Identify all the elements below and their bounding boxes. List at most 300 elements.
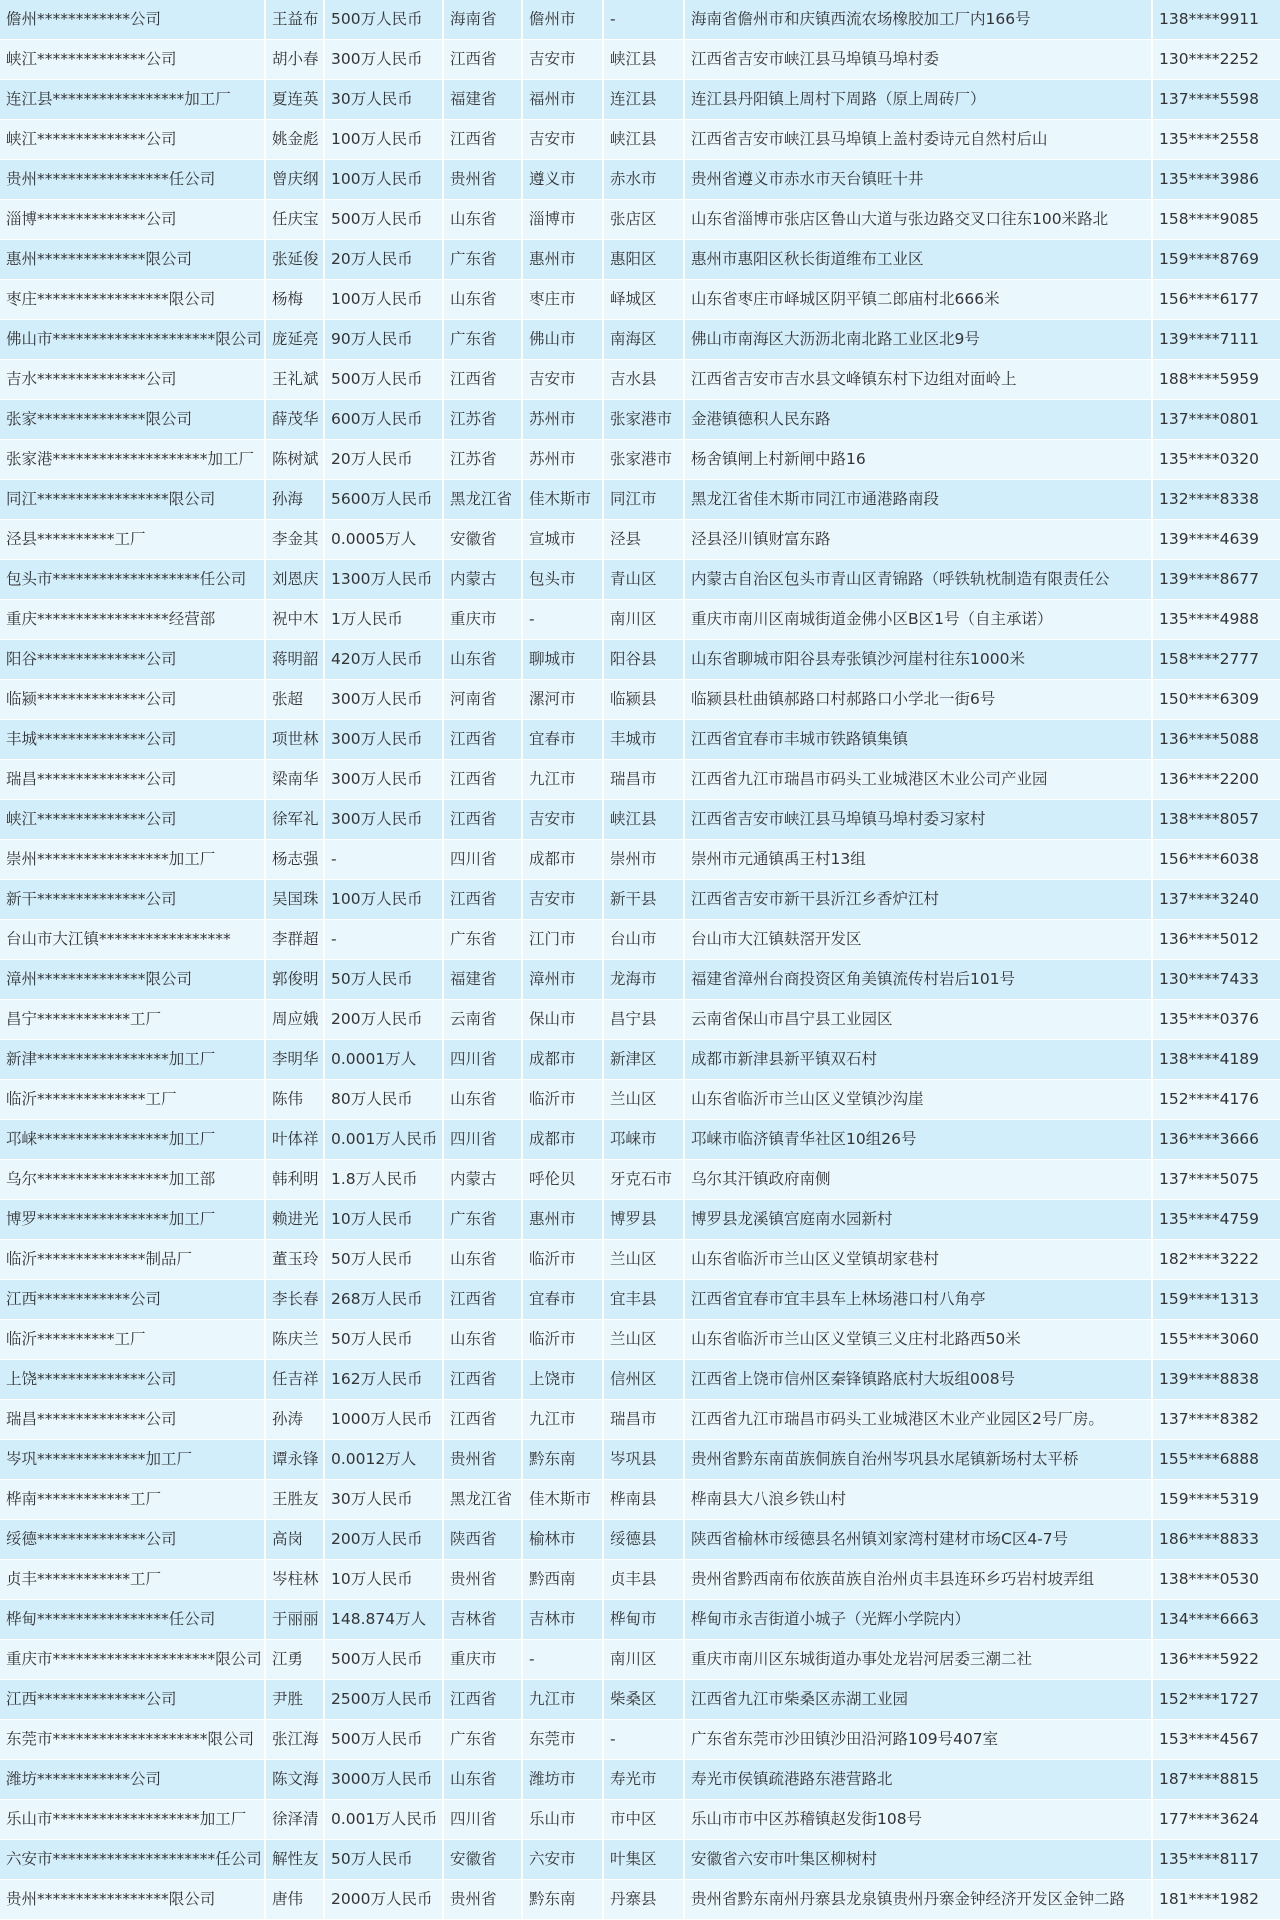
address-cell: 江西省宜春市丰城市铁路镇集镇 — [685, 720, 1153, 759]
province-cell: 江西省 — [444, 1360, 523, 1399]
province-cell: 广东省 — [444, 240, 523, 279]
contact-person-cell: 陈伟 — [266, 1080, 325, 1119]
registered-capital-cell: 1300万人民币 — [325, 560, 444, 599]
city-cell: 惠州市 — [523, 1200, 604, 1239]
address-cell: 临颍县杜曲镇郝路口村郝路口小学北一街6号 — [685, 680, 1153, 719]
address-cell: 江西省吉安市新干县沂江乡香炉江村 — [685, 880, 1153, 919]
contact-person-cell: 梁南华 — [266, 760, 325, 799]
table-row — [0, 560, 1280, 600]
address-cell: 贵州省黔西南布依族苗族自治州贞丰县连环乡巧岩村坡弄组 — [685, 1560, 1153, 1599]
phone-cell: 139****8677 — [1159, 570, 1260, 588]
address-cell: 江西省九江市柴桑区赤湖工业园 — [685, 1680, 1153, 1719]
table-row — [0, 1560, 1280, 1600]
city-cell: 惠州市 — [523, 240, 604, 279]
table-row — [0, 1320, 1280, 1360]
city-cell: 江门市 — [523, 920, 604, 959]
registered-capital-cell: 0.0005万人 — [325, 520, 444, 559]
table-row — [0, 1240, 1280, 1280]
city-cell: 六安市 — [523, 1840, 604, 1879]
address-cell: 黑龙江省佳木斯市同江市通港路南段 — [685, 480, 1153, 519]
city-cell: 苏州市 — [523, 400, 604, 439]
table-row — [0, 200, 1280, 240]
table-row — [0, 1880, 1280, 1920]
contact-person-cell: 蒋明韶 — [266, 640, 325, 679]
registered-capital-cell: 500万人民币 — [325, 1640, 444, 1679]
company-name-cell: 儋州************公司 — [0, 0, 266, 39]
registered-capital-cell: 300万人民币 — [325, 720, 444, 759]
address-cell: 山东省聊城市阳谷县寿张镇沙河崖村往东1000米 — [685, 640, 1153, 679]
company-name-cell: 上饶**************公司 — [0, 1360, 266, 1399]
company-name-cell: 贵州*****************任公司 — [0, 160, 266, 199]
company-name-cell: 枣庄*****************限公司 — [0, 280, 266, 319]
address-cell: 广东省东莞市沙田镇沙田沿河路109号407室 — [685, 1720, 1153, 1759]
contact-person-cell: 江勇 — [266, 1640, 325, 1679]
city-cell: 佳木斯市 — [523, 480, 604, 519]
phone-cell: 130****2252 — [1159, 50, 1260, 68]
phone-cell: 138****9911 — [1159, 10, 1260, 28]
table-row — [0, 280, 1280, 320]
table-row — [0, 1480, 1280, 1520]
province-cell: 江西省 — [444, 800, 523, 839]
contact-person-cell: 姚金彪 — [266, 120, 325, 159]
table-row — [0, 920, 1280, 960]
table-row — [0, 1800, 1280, 1840]
province-cell: 四川省 — [444, 1800, 523, 1839]
table-row — [0, 1000, 1280, 1040]
table-row — [0, 880, 1280, 920]
province-cell: 重庆市 — [444, 600, 523, 639]
phone-cell: 136****5012 — [1159, 930, 1260, 948]
contact-person-cell: 项世林 — [266, 720, 325, 759]
phone-cell: 138****8057 — [1159, 810, 1260, 828]
phone-cell: 135****0320 — [1159, 450, 1260, 468]
registered-capital-cell: 50万人民币 — [325, 1840, 444, 1879]
city-cell: 吉安市 — [523, 360, 604, 399]
phone-cell: 155****6888 — [1159, 1450, 1260, 1468]
company-name-cell: 临沂**************制品厂 — [0, 1240, 266, 1279]
district-cell: 邛崃市 — [604, 1120, 685, 1159]
registered-capital-cell: 2000万人民币 — [325, 1880, 444, 1919]
district-cell: 吉水县 — [604, 360, 685, 399]
contact-person-cell: 庞延亮 — [266, 320, 325, 359]
province-cell: 山东省 — [444, 1080, 523, 1119]
table-row — [0, 1760, 1280, 1800]
company-name-cell: 瑞昌**************公司 — [0, 1400, 266, 1439]
phone-cell: 135****4988 — [1159, 610, 1260, 628]
city-cell: 吉安市 — [523, 120, 604, 159]
district-cell: 宜丰县 — [604, 1280, 685, 1319]
phone-cell: 136****3666 — [1159, 1130, 1260, 1148]
contact-person-cell: 李长春 — [266, 1280, 325, 1319]
contact-person-cell: 张江海 — [266, 1720, 325, 1759]
phone-cell: 159****5319 — [1159, 1490, 1260, 1508]
district-cell: 张家港市 — [604, 440, 685, 479]
contact-person-cell: 赖进光 — [266, 1200, 325, 1239]
phone-cell: 135****0376 — [1159, 1010, 1260, 1028]
city-cell: 儋州市 — [523, 0, 604, 39]
table-row — [0, 1160, 1280, 1200]
table-row — [0, 520, 1280, 560]
address-cell: 山东省临沂市兰山区义堂镇沙沟崖 — [685, 1080, 1153, 1119]
phone-cell: 156****6038 — [1159, 850, 1260, 868]
contact-person-cell: 董玉玲 — [266, 1240, 325, 1279]
address-cell: 杨舍镇闸上村新闸中路16 — [685, 440, 1153, 479]
registered-capital-cell: 90万人民币 — [325, 320, 444, 359]
address-cell: 海南省儋州市和庆镇西流农场橡胶加工厂内166号 — [685, 0, 1153, 39]
contact-person-cell: 陈庆兰 — [266, 1320, 325, 1359]
province-cell: 河南省 — [444, 680, 523, 719]
city-cell: 吉安市 — [523, 880, 604, 919]
phone-cell: 138****0530 — [1159, 1570, 1260, 1588]
district-cell: 瑞昌市 — [604, 1400, 685, 1439]
registered-capital-cell: 500万人民币 — [325, 0, 444, 39]
province-cell: 黑龙江省 — [444, 480, 523, 519]
province-cell: 江西省 — [444, 1400, 523, 1439]
company-name-cell: 佛山市*********************限公司 — [0, 320, 266, 359]
address-cell: 安徽省六安市叶集区柳树村 — [685, 1840, 1153, 1879]
district-cell: 南川区 — [604, 1640, 685, 1679]
table-row — [0, 40, 1280, 80]
company-name-cell: 漳州**************限公司 — [0, 960, 266, 999]
address-cell: 博罗县龙溪镇宫庭南水园新村 — [685, 1200, 1153, 1239]
province-cell: 内蒙古 — [444, 560, 523, 599]
company-name-cell: 张家港********************加工厂 — [0, 440, 266, 479]
province-cell: 贵州省 — [444, 160, 523, 199]
district-cell: 峡江县 — [604, 40, 685, 79]
company-name-cell: 阳谷**************公司 — [0, 640, 266, 679]
phone-cell: 137****5075 — [1159, 1170, 1260, 1188]
address-cell: 桦南县大八浪乡铁山村 — [685, 1480, 1153, 1519]
table-row — [0, 1400, 1280, 1440]
phone-cell: 153****4567 — [1159, 1730, 1260, 1748]
province-cell: 山东省 — [444, 1240, 523, 1279]
city-cell: 枣庄市 — [523, 280, 604, 319]
contact-person-cell: 周应娥 — [266, 1000, 325, 1039]
contact-person-cell: 祝中木 — [266, 600, 325, 639]
city-cell: - — [523, 1640, 604, 1679]
district-cell: 阳谷县 — [604, 640, 685, 679]
registered-capital-cell: 1000万人民币 — [325, 1400, 444, 1439]
registered-capital-cell: 50万人民币 — [325, 1240, 444, 1279]
company-name-cell: 连江县*****************加工厂 — [0, 80, 266, 119]
phone-cell: 135****2558 — [1159, 130, 1260, 148]
district-cell: 丰城市 — [604, 720, 685, 759]
contact-person-cell: 张超 — [266, 680, 325, 719]
district-cell: 南川区 — [604, 600, 685, 639]
address-cell: 贵州省遵义市赤水市天台镇旺十井 — [685, 160, 1153, 199]
contact-person-cell: 李金其 — [266, 520, 325, 559]
registered-capital-cell: 20万人民币 — [325, 240, 444, 279]
phone-cell: 137****3240 — [1159, 890, 1260, 908]
address-cell: 重庆市南川区东城街道办事处龙岩河居委三潮二社 — [685, 1640, 1153, 1679]
contact-person-cell: 曾庆纲 — [266, 160, 325, 199]
phone-cell: 159****1313 — [1159, 1290, 1260, 1308]
province-cell: 江西省 — [444, 760, 523, 799]
address-cell: 邛崃市临济镇青华社区10组26号 — [685, 1120, 1153, 1159]
company-name-cell: 泾县**********工厂 — [0, 520, 266, 559]
address-cell: 江西省上饶市信州区秦锋镇路底村大坂组008号 — [685, 1360, 1153, 1399]
province-cell: 陕西省 — [444, 1520, 523, 1559]
contact-person-cell: 李明华 — [266, 1040, 325, 1079]
city-cell: 上饶市 — [523, 1360, 604, 1399]
company-name-cell: 临沂**************工厂 — [0, 1080, 266, 1119]
contact-person-cell: 王益布 — [266, 0, 325, 39]
registered-capital-cell: 420万人民币 — [325, 640, 444, 679]
registered-capital-cell: 2500万人民币 — [325, 1680, 444, 1719]
city-cell: 吉安市 — [523, 800, 604, 839]
company-name-cell: 峡江**************公司 — [0, 40, 266, 79]
contact-person-cell: 吴国珠 — [266, 880, 325, 919]
contact-person-cell: 李群超 — [266, 920, 325, 959]
province-cell: 四川省 — [444, 1120, 523, 1159]
province-cell: 广东省 — [444, 1200, 523, 1239]
table-row — [0, 1520, 1280, 1560]
city-cell: 潍坊市 — [523, 1760, 604, 1799]
registered-capital-cell: 30万人民币 — [325, 1480, 444, 1519]
province-cell: 江苏省 — [444, 440, 523, 479]
district-cell: 叶集区 — [604, 1840, 685, 1879]
contact-person-cell: 王礼斌 — [266, 360, 325, 399]
city-cell: 成都市 — [523, 1040, 604, 1079]
company-name-cell: 台山市大江镇***************** — [0, 920, 266, 959]
registered-capital-cell: 200万人民币 — [325, 1000, 444, 1039]
company-name-cell: 峡江**************公司 — [0, 800, 266, 839]
address-cell: 佛山市南海区大沥沥北南北路工业区北9号 — [685, 320, 1153, 359]
contact-person-cell: 谭永锋 — [266, 1440, 325, 1479]
registered-capital-cell: 1.8万人民币 — [325, 1160, 444, 1199]
address-cell: 江西省吉安市峡江县马埠镇马埠村委 — [685, 40, 1153, 79]
table-row — [0, 120, 1280, 160]
phone-cell: 158****2777 — [1159, 650, 1260, 668]
registered-capital-cell: 268万人民币 — [325, 1280, 444, 1319]
phone-cell: 132****8338 — [1159, 490, 1260, 508]
company-name-cell: 贵州*****************限公司 — [0, 1880, 266, 1919]
phone-cell: 187****8815 — [1159, 1770, 1260, 1788]
city-cell: 临沂市 — [523, 1320, 604, 1359]
company-name-cell: 桦南************工厂 — [0, 1480, 266, 1519]
company-name-cell: 乌尔*****************加工部 — [0, 1160, 266, 1199]
company-name-cell: 崇州*****************加工厂 — [0, 840, 266, 879]
phone-cell: 136****5922 — [1159, 1650, 1260, 1668]
city-cell: 苏州市 — [523, 440, 604, 479]
registered-capital-cell: 30万人民币 — [325, 80, 444, 119]
district-cell: 新津区 — [604, 1040, 685, 1079]
registered-capital-cell: 5600万人民币 — [325, 480, 444, 519]
city-cell: 佛山市 — [523, 320, 604, 359]
province-cell: 山东省 — [444, 280, 523, 319]
city-cell: 佳木斯市 — [523, 1480, 604, 1519]
city-cell: 成都市 — [523, 840, 604, 879]
district-cell: 峡江县 — [604, 120, 685, 159]
city-cell: 临沂市 — [523, 1080, 604, 1119]
province-cell: 江西省 — [444, 40, 523, 79]
contact-person-cell: 徐军礼 — [266, 800, 325, 839]
contact-person-cell: 陈树斌 — [266, 440, 325, 479]
district-cell: 峄城区 — [604, 280, 685, 319]
registered-capital-cell: 0.0001万人 — [325, 1040, 444, 1079]
company-name-cell: 昌宁************工厂 — [0, 1000, 266, 1039]
contact-person-cell: 刘恩庆 — [266, 560, 325, 599]
contact-person-cell: 岑柱林 — [266, 1560, 325, 1599]
province-cell: 贵州省 — [444, 1560, 523, 1599]
company-name-cell: 淄博**************公司 — [0, 200, 266, 239]
address-cell: 江西省九江市瑞昌市码头工业城港区木业公司产业园 — [685, 760, 1153, 799]
registered-capital-cell: 50万人民币 — [325, 1320, 444, 1359]
registered-capital-cell: 80万人民币 — [325, 1080, 444, 1119]
address-cell: 陕西省榆林市绥德县名州镇刘家湾村建材市场C区4-7号 — [685, 1520, 1153, 1559]
table-row — [0, 1360, 1280, 1400]
contact-person-cell: 王胜友 — [266, 1480, 325, 1519]
district-cell: 同江市 — [604, 480, 685, 519]
company-name-cell: 新津*****************加工厂 — [0, 1040, 266, 1079]
address-cell: 惠州市惠阳区秋长街道维布工业区 — [685, 240, 1153, 279]
company-name-cell: 新干**************公司 — [0, 880, 266, 919]
registered-capital-cell: 300万人民币 — [325, 800, 444, 839]
table-row — [0, 1440, 1280, 1480]
address-cell: 金港镇德积人民东路 — [685, 400, 1153, 439]
phone-cell: 156****6177 — [1159, 290, 1260, 308]
district-cell: 柴桑区 — [604, 1680, 685, 1719]
district-cell: 张家港市 — [604, 400, 685, 439]
company-name-cell: 邛崃*****************加工厂 — [0, 1120, 266, 1159]
province-cell: 贵州省 — [444, 1880, 523, 1919]
address-cell: 江西省吉安市峡江县马埠镇马埠村委习家村 — [685, 800, 1153, 839]
company-name-cell: 张家**************限公司 — [0, 400, 266, 439]
city-cell: 九江市 — [523, 1680, 604, 1719]
province-cell: 广东省 — [444, 320, 523, 359]
province-cell: 江西省 — [444, 880, 523, 919]
province-cell: 广东省 — [444, 920, 523, 959]
district-cell: 信州区 — [604, 1360, 685, 1399]
phone-cell: 186****8833 — [1159, 1530, 1260, 1548]
registered-capital-cell: 0.001万人民币 — [325, 1120, 444, 1159]
district-cell: 桦南县 — [604, 1480, 685, 1519]
province-cell: 广东省 — [444, 1720, 523, 1759]
district-cell: 张店区 — [604, 200, 685, 239]
province-cell: 四川省 — [444, 1040, 523, 1079]
district-cell: 泾县 — [604, 520, 685, 559]
phone-cell: 177****3624 — [1159, 1810, 1260, 1828]
address-cell: 江西省吉安市峡江县马埠镇上盖村委诗元自然村后山 — [685, 120, 1153, 159]
company-name-cell: 吉水**************公司 — [0, 360, 266, 399]
city-cell: 呼伦贝 — [523, 1160, 604, 1199]
province-cell: 江西省 — [444, 1680, 523, 1719]
city-cell: 乐山市 — [523, 1800, 604, 1839]
contact-person-cell: 郭俊明 — [266, 960, 325, 999]
city-cell: 聊城市 — [523, 640, 604, 679]
province-cell: 山东省 — [444, 1320, 523, 1359]
phone-cell: 139****4639 — [1159, 530, 1260, 548]
contact-person-cell: 任吉祥 — [266, 1360, 325, 1399]
district-cell: 市中区 — [604, 1800, 685, 1839]
company-name-cell: 潍坊************公司 — [0, 1760, 266, 1799]
phone-cell: 159****8769 — [1159, 250, 1260, 268]
province-cell: 山东省 — [444, 200, 523, 239]
company-name-cell: 同江*****************限公司 — [0, 480, 266, 519]
table-row — [0, 680, 1280, 720]
registered-capital-cell: 500万人民币 — [325, 200, 444, 239]
district-cell: 峡江县 — [604, 800, 685, 839]
address-cell: 贵州省黔东南苗族侗族自治州岑巩县水尾镇新场村太平桥 — [685, 1440, 1153, 1479]
company-name-cell: 峡江**************公司 — [0, 120, 266, 159]
province-cell: 黑龙江省 — [444, 1480, 523, 1519]
address-cell: 崇州市元通镇禹王村13组 — [685, 840, 1153, 879]
district-cell: 南海区 — [604, 320, 685, 359]
table-row — [0, 80, 1280, 120]
registered-capital-cell: 10万人民币 — [325, 1560, 444, 1599]
city-cell: 福州市 — [523, 80, 604, 119]
contact-person-cell: 胡小春 — [266, 40, 325, 79]
contact-person-cell: 杨志强 — [266, 840, 325, 879]
district-cell: 临颍县 — [604, 680, 685, 719]
phone-cell: 136****5088 — [1159, 730, 1260, 748]
district-cell: 龙海市 — [604, 960, 685, 999]
phone-cell: 130****7433 — [1159, 970, 1260, 988]
company-name-cell: 岑巩**************加工厂 — [0, 1440, 266, 1479]
city-cell: 吉安市 — [523, 40, 604, 79]
province-cell: 吉林省 — [444, 1600, 523, 1639]
city-cell: 淄博市 — [523, 200, 604, 239]
city-cell: 成都市 — [523, 1120, 604, 1159]
company-name-cell: 博罗*****************加工厂 — [0, 1200, 266, 1239]
city-cell: 黔西南 — [523, 1560, 604, 1599]
phone-cell: 135****8117 — [1159, 1850, 1260, 1868]
table-row — [0, 240, 1280, 280]
registered-capital-cell: 0.0012万人 — [325, 1440, 444, 1479]
province-cell: 安徽省 — [444, 520, 523, 559]
contact-person-cell: 韩利明 — [266, 1160, 325, 1199]
phone-cell: 139****8838 — [1159, 1370, 1260, 1388]
registered-capital-cell: 100万人民币 — [325, 120, 444, 159]
contact-person-cell: 陈文海 — [266, 1760, 325, 1799]
province-cell: 海南省 — [444, 0, 523, 39]
phone-cell: 139****7111 — [1159, 330, 1260, 348]
address-cell: 泾县泾川镇财富东路 — [685, 520, 1153, 559]
company-name-cell: 包头市*******************任公司 — [0, 560, 266, 599]
address-cell: 内蒙古自治区包头市青山区青锦路（呼铁轨枕制造有限责任公 — [685, 560, 1153, 599]
district-cell: 连江县 — [604, 80, 685, 119]
table-row — [0, 760, 1280, 800]
address-cell: 山东省枣庄市峄城区阴平镇二郎庙村北666米 — [685, 280, 1153, 319]
city-cell: 漳州市 — [523, 960, 604, 999]
phone-cell: 137****5598 — [1159, 90, 1260, 108]
city-cell: 临沂市 — [523, 1240, 604, 1279]
district-cell: 牙克石市 — [604, 1160, 685, 1199]
phone-cell: 137****8382 — [1159, 1410, 1260, 1428]
phone-cell: 152****1727 — [1159, 1690, 1260, 1708]
district-cell: 兰山区 — [604, 1080, 685, 1119]
address-cell: 江西省吉安市吉水县文峰镇东村下边组对面岭上 — [685, 360, 1153, 399]
province-cell: 福建省 — [444, 960, 523, 999]
table-row — [0, 1040, 1280, 1080]
contact-person-cell: 唐伟 — [266, 1880, 325, 1919]
table-row — [0, 1600, 1280, 1640]
phone-cell: 150****6309 — [1159, 690, 1260, 708]
registered-capital-cell: 162万人民币 — [325, 1360, 444, 1399]
registered-capital-cell: 10万人民币 — [325, 1200, 444, 1239]
table-row — [0, 1200, 1280, 1240]
table-row — [0, 320, 1280, 360]
address-cell: 桦甸市永吉街道小城子（光辉小学院内） — [685, 1600, 1153, 1639]
city-cell: 榆林市 — [523, 1520, 604, 1559]
phone-cell: 188****5959 — [1159, 370, 1260, 388]
registered-capital-cell: 600万人民币 — [325, 400, 444, 439]
registered-capital-cell: 300万人民币 — [325, 40, 444, 79]
province-cell: 内蒙古 — [444, 1160, 523, 1199]
company-name-cell: 桦甸*****************任公司 — [0, 1600, 266, 1639]
address-cell: 山东省临沂市兰山区义堂镇三义庄村北路西50米 — [685, 1320, 1153, 1359]
table-row — [0, 720, 1280, 760]
